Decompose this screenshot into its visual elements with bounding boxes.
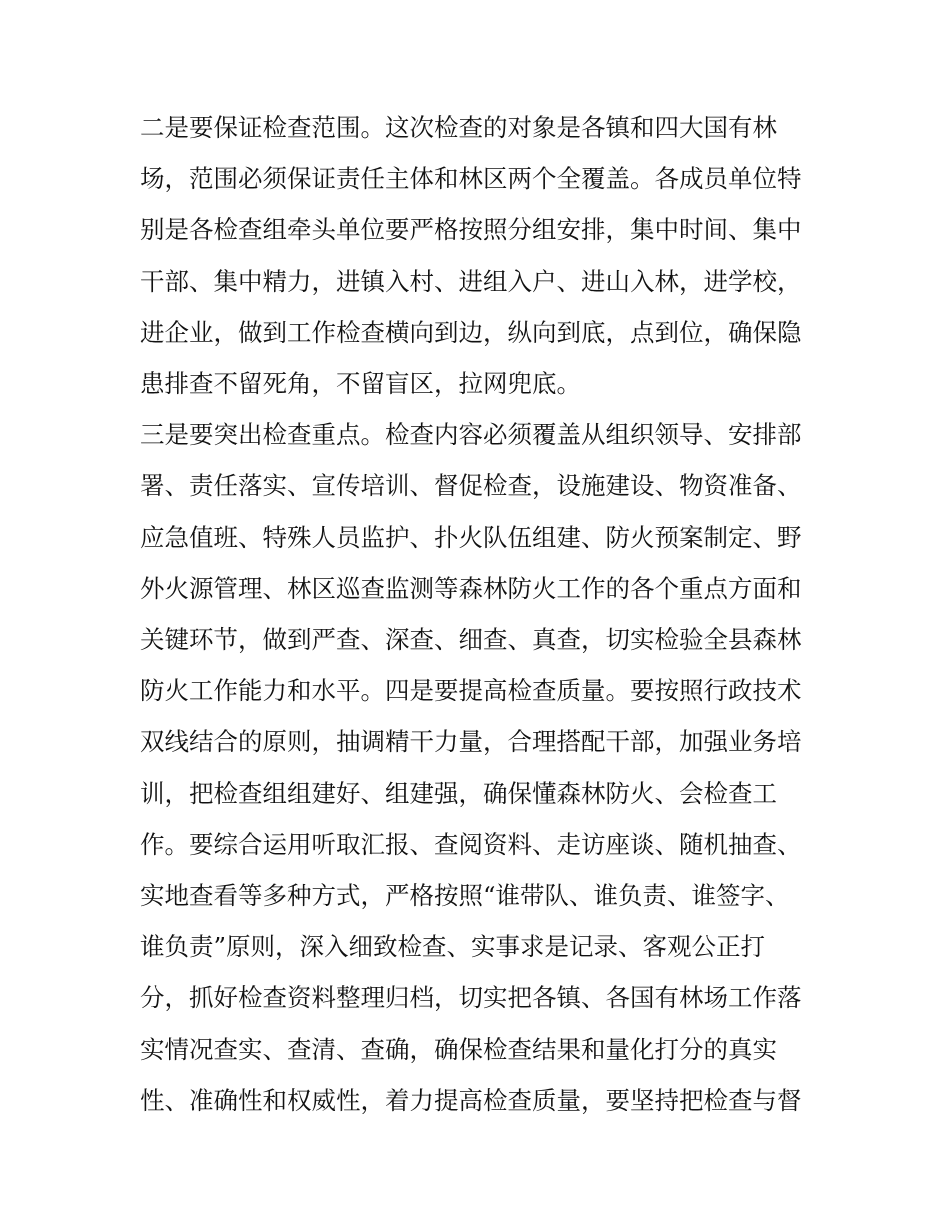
text-line: 场，范围必须保证责任主体和林区两个全覆盖。各成员单位特 [140,164,802,194]
text-line: 署、责任落实、宣传培训、督促检查，设施建设、物资准备、 [140,471,802,501]
text-line: 应急值班、特殊人员监护、扑火队伍组建、防火预案制定、野 [140,522,802,552]
text-line: 实地查看等多种方式，严格按照“谁带队、谁负责、谁签字、 [140,881,790,910]
text-line: 干部、集中精力，进镇入村、进组入户、进山入林，进学校， [140,266,802,296]
text-line: 实情况查实、查清、查确，确保检查结果和量化打分的真实 [140,1034,777,1064]
text-line: 谁负责”原则，深入细致检查、实事求是记录、客观公正打 [140,932,766,962]
text-line: 分，抓好检查资料整理归档，切实把各镇、各国有林场工作落 [140,983,802,1013]
text-line: 防火工作能力和水平。四是要提高检查质量。要按照行政技术 [140,676,802,706]
text-line: 三是要突出检查重点。检查内容必须覆盖从组织领导、安排部 [140,420,802,450]
text-line: 患排查不留死角，不留盲区，拉网兜底。 [140,369,581,398]
text-line: 作。要综合运用听取汇报、查阅资料、走访座谈、随机抽查、 [140,829,802,859]
text-line: 双线结合的原则，抽调精干力量，合理搭配干部，加强业务培 [140,727,802,757]
text-line: 训，把检查组组建好、组建强，确保懂森林防火、会检查工 [140,778,777,808]
text-line: 别是各检查组牵头单位要严格按照分组安排，集中时间、集中 [140,215,802,245]
text-line: 进企业，做到工作检查横向到边，纵向到底，点到位，确保隐 [140,317,802,347]
text-line: 二是要保证检查范围。这次检查的对象是各镇和四大国有林 [140,113,777,142]
text-line: 外火源管理、林区巡查监测等森林防火工作的各个重点方面和 [140,573,802,603]
text-line: 性、准确性和权威性，着力提高检查质量，要坚持把检查与督 [140,1085,802,1115]
text-line: 关键环节，做到严查、深查、细查、真查，切实检验全县森林 [140,625,802,654]
